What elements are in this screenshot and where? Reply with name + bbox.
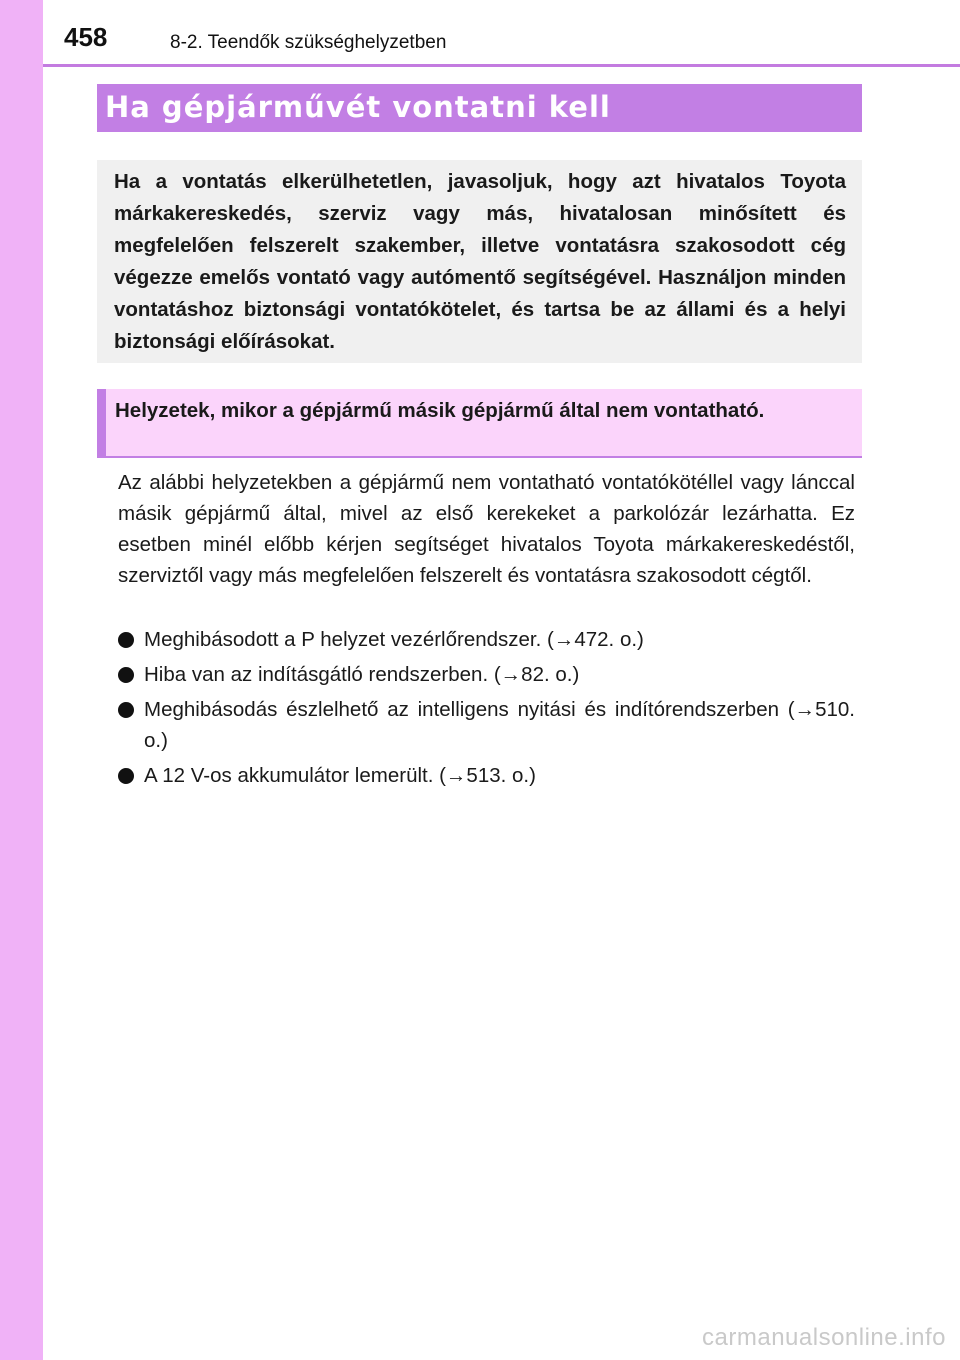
list-item-text: Hiba van az indításgátló rendszerben. (→82. o.): [144, 663, 580, 686]
bullet-icon: [118, 667, 134, 683]
bullet-list: [118, 624, 855, 795]
page-number: 458: [64, 22, 108, 52]
warning-heading: Helyzetek, mikor a gépjármű másik gépjármű által nem vontatható.: [115, 399, 765, 422]
list-item-text: Meghibásodás észlelhető az intelligens nyitási és indítórendszerben (→510. o.): [144, 698, 855, 752]
list-item-text: A 12 V-os akkumulátor lemerült. (→513. o.): [144, 764, 536, 787]
bullet-icon: [118, 702, 134, 718]
header-divider: [43, 64, 960, 67]
section-label: 8-2. Teendők szükséghelyzetben: [170, 32, 447, 53]
side-thumb-tab: [0, 0, 43, 1360]
title-bar: [97, 84, 862, 132]
list-item: [118, 624, 855, 655]
page-title: Ha gépjárművét vontatni kell: [105, 90, 611, 124]
intro-text: Ha a vontatás elkerülhetetlen, javasoljuk, hogy azt hivatalos Toyota márkakereskedés, szerviz vagy más, hivatalosan minősített és megfelelően felszerelt szakember, illetve vontatásra szakosodott cég végezze emelős vontató vagy autómentő segítségével. Használjon minden vontatáshoz biztonsági vontatókötelet, és tartsa be az állami és a helyi biztonsági előírásokat.: [114, 170, 846, 353]
body-paragraph: Az alábbi helyzetekben a gépjármű nem vontatható vontatókötéllel vagy lánccal másik gépjármű által, mivel az első kerekeket a parkolózár lezárhatta. Ez esetben minél előbb kérjen segítséget hivatalos Toyota márkakereskedéstől, szerviztől vagy más megfelelően felszerelt és vontatásra szakosodott cégtől.: [118, 471, 855, 587]
watermark: carmanualsonline.info: [702, 1324, 946, 1351]
list-item: [118, 694, 855, 756]
list-item: [118, 760, 855, 791]
bullet-icon: [118, 768, 134, 784]
warning-accent-bar: [97, 389, 106, 456]
intro-box: [97, 160, 862, 363]
bullet-icon: [118, 632, 134, 648]
list-item-text: Meghibásodott a P helyzet vezérlőrendszer. (→472. o.): [144, 628, 644, 651]
warning-box: [97, 389, 862, 458]
list-item: [118, 659, 855, 690]
